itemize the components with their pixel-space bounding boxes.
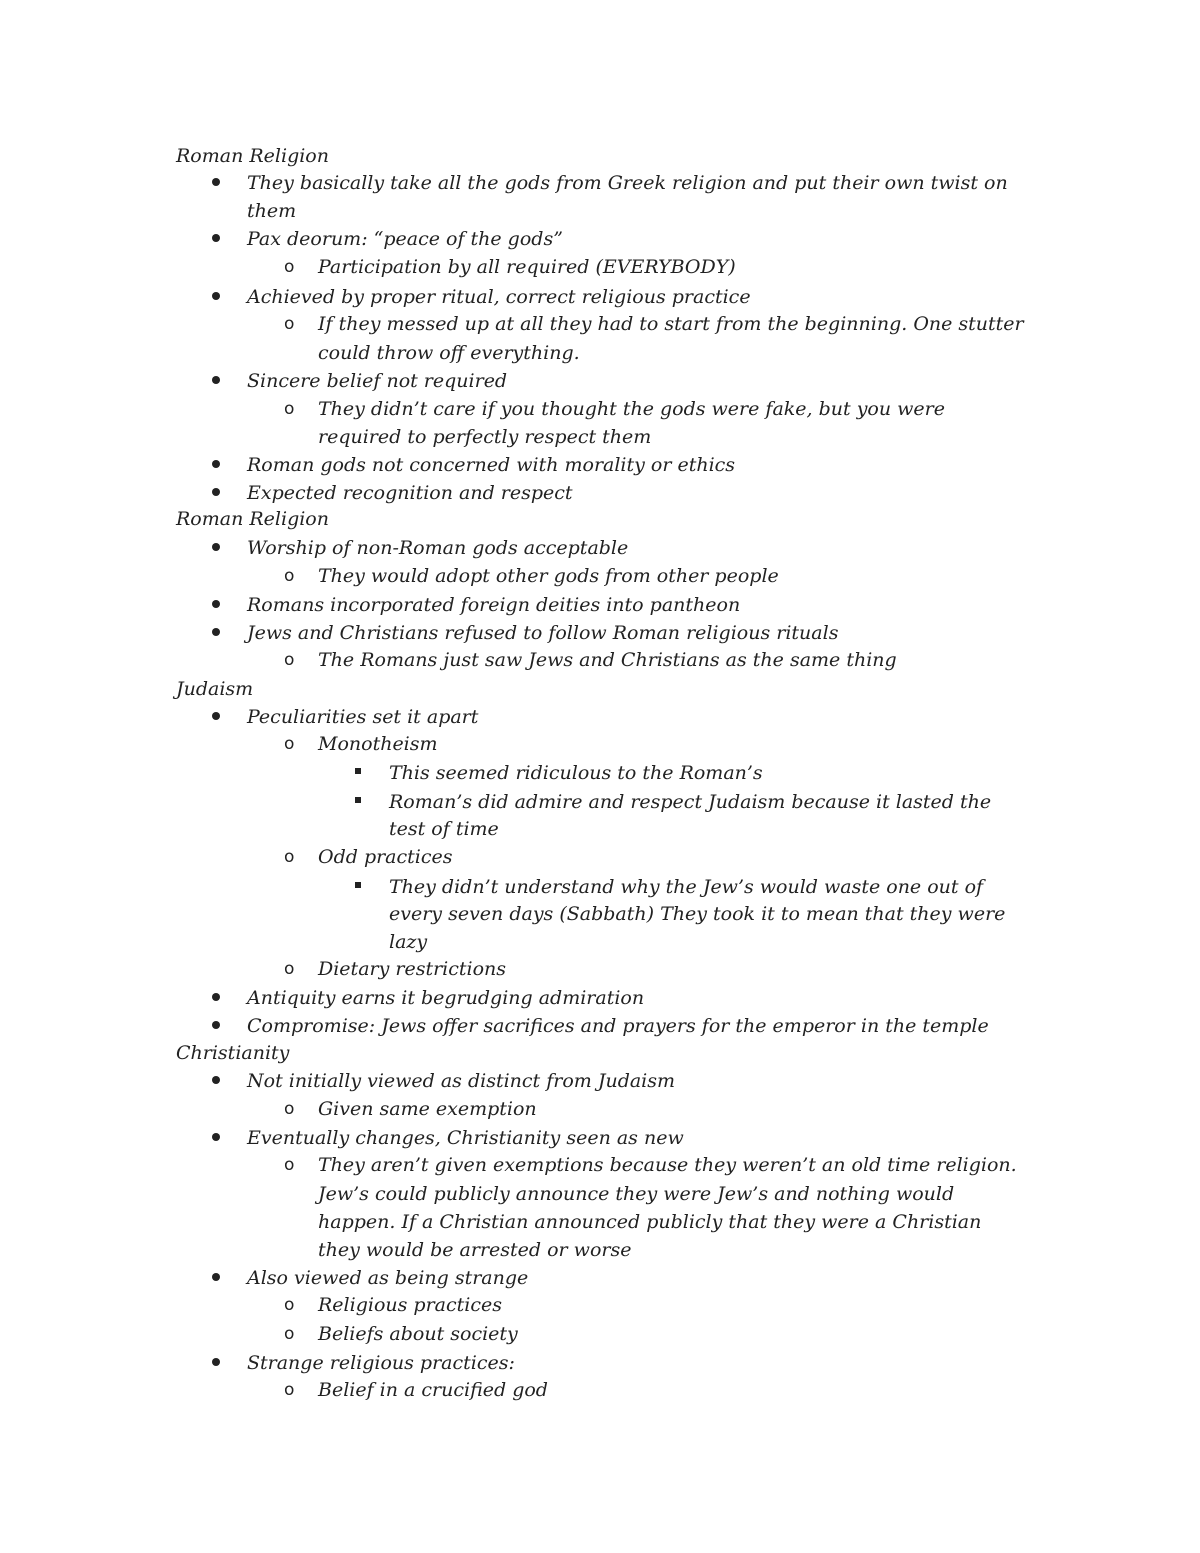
bullet-item: Expected recognition and respect [247,482,573,504]
bullet-dot [212,1358,220,1366]
bullet-dot [212,460,220,468]
bullet-dot [212,1076,220,1084]
sub-bullet-item-continuation: required to perfectly respect them [318,426,652,448]
sub-bullet-item-continuation: Jew’s could publicly announce they were Jew’s and nothing would [318,1183,955,1205]
bullet-item: Jews and Christians refused to follow Roman religious rituals [247,622,839,644]
bullet-dot [212,178,220,186]
sub-bullet-item: Belief in a crucified god [318,1379,548,1401]
sub-bullet-item: If they messed up at all they had to start from the beginning. One stutter [318,313,1024,335]
sub-sub-bullet-item: They didn’t understand why the Jew’s would waste one out of [389,876,984,898]
sub-bullet-item-continuation: could throw off everything. [318,342,580,364]
sub-bullet-item: They aren’t given exemptions because they weren’t an old time religion. [318,1154,1017,1176]
sub-sub-bullet-item: This seemed ridiculous to the Roman’s [389,762,763,784]
sub-sub-bullet-square [355,797,361,803]
sub-bullet-item: Given same exemption [318,1098,537,1120]
section-heading: Roman Religion [176,508,329,530]
sub-bullet-circle: o [284,399,295,419]
section-heading: Christianity [176,1042,290,1064]
bullet-item: Peculiarities set it apart [247,706,479,728]
sub-bullet-item: Odd practices [318,846,453,868]
sub-bullet-item: Dietary restrictions [318,958,507,980]
sub-bullet-circle: o [284,314,295,334]
bullet-dot [212,234,220,242]
bullet-dot [212,543,220,551]
sub-bullet-circle: o [284,1099,295,1119]
bullet-item: Strange religious practices: [247,1352,515,1374]
bullet-dot [212,600,220,608]
sub-bullet-circle: o [284,1380,295,1400]
section-heading: Judaism [176,678,254,700]
bullet-dot [212,993,220,1001]
bullet-item: Antiquity earns it begrudging admiration [247,987,645,1009]
sub-bullet-circle: o [284,650,295,670]
sub-bullet-item: Beliefs about society [318,1323,518,1345]
sub-bullet-circle: o [284,257,295,277]
bullet-item: Pax deorum: “peace of the gods” [247,228,563,250]
bullet-item: They basically take all the gods from Greek religion and put their own twist on [247,172,1008,194]
sub-bullet-circle: o [284,1155,295,1175]
bullet-item: Worship of non-Roman gods acceptable [247,537,629,559]
sub-bullet-item: Participation by all required (EVERYBODY) [318,256,736,278]
bullet-item: Also viewed as being strange [247,1267,529,1289]
bullet-item: Romans incorporated foreign deities into pantheon [247,594,741,616]
bullet-dot [212,1273,220,1281]
bullet-item: Roman gods not concerned with morality or ethics [247,454,736,476]
bullet-dot [212,1021,220,1029]
sub-bullet-circle: o [284,566,295,586]
sub-bullet-item: The Romans just saw Jews and Christians as the same thing [318,649,897,671]
bullet-dot [212,628,220,636]
sub-sub-bullet-item: Roman’s did admire and respect Judaism because it lasted the [389,791,992,813]
bullet-dot [212,488,220,496]
sub-sub-bullet-square [355,882,361,888]
bullet-item: Eventually changes, Christianity seen as new [247,1127,684,1149]
sub-bullet-circle: o [284,1324,295,1344]
sub-bullet-item: They would adopt other gods from other people [318,565,779,587]
sub-sub-bullet-item-continuation: every seven days (Sabbath) They took it to mean that they were [389,903,1006,925]
bullet-item: Achieved by proper ritual, correct religious practice [247,286,751,308]
sub-bullet-item: Religious practices [318,1294,502,1316]
bullet-item-continuation: them [247,200,297,222]
bullet-dot [212,376,220,384]
sub-bullet-circle: o [284,847,295,867]
sub-bullet-circle: o [284,1295,295,1315]
bullet-dot [212,292,220,300]
sub-bullet-item: They didn’t care if you thought the gods were fake, but you were [318,398,945,420]
bullet-dot [212,712,220,720]
sub-bullet-item-continuation: they would be arrested or worse [318,1239,632,1261]
sub-sub-bullet-square [355,768,361,774]
sub-bullet-circle: o [284,959,295,979]
bullet-item: Sincere belief not required [247,370,508,392]
sub-sub-bullet-item-continuation: test of time [389,818,499,840]
sub-bullet-item: Monotheism [318,733,438,755]
bullet-dot [212,1133,220,1141]
bullet-item: Not initially viewed as distinct from Judaism [247,1070,676,1092]
sub-bullet-circle: o [284,734,295,754]
section-heading: Roman Religion [176,145,329,167]
bullet-item: Compromise: Jews offer sacrifices and prayers for the emperor in the temple [247,1015,989,1037]
sub-sub-bullet-item-continuation: lazy [389,931,428,953]
sub-bullet-item-continuation: happen. If a Christian announced publicly that they were a Christian [318,1211,982,1233]
